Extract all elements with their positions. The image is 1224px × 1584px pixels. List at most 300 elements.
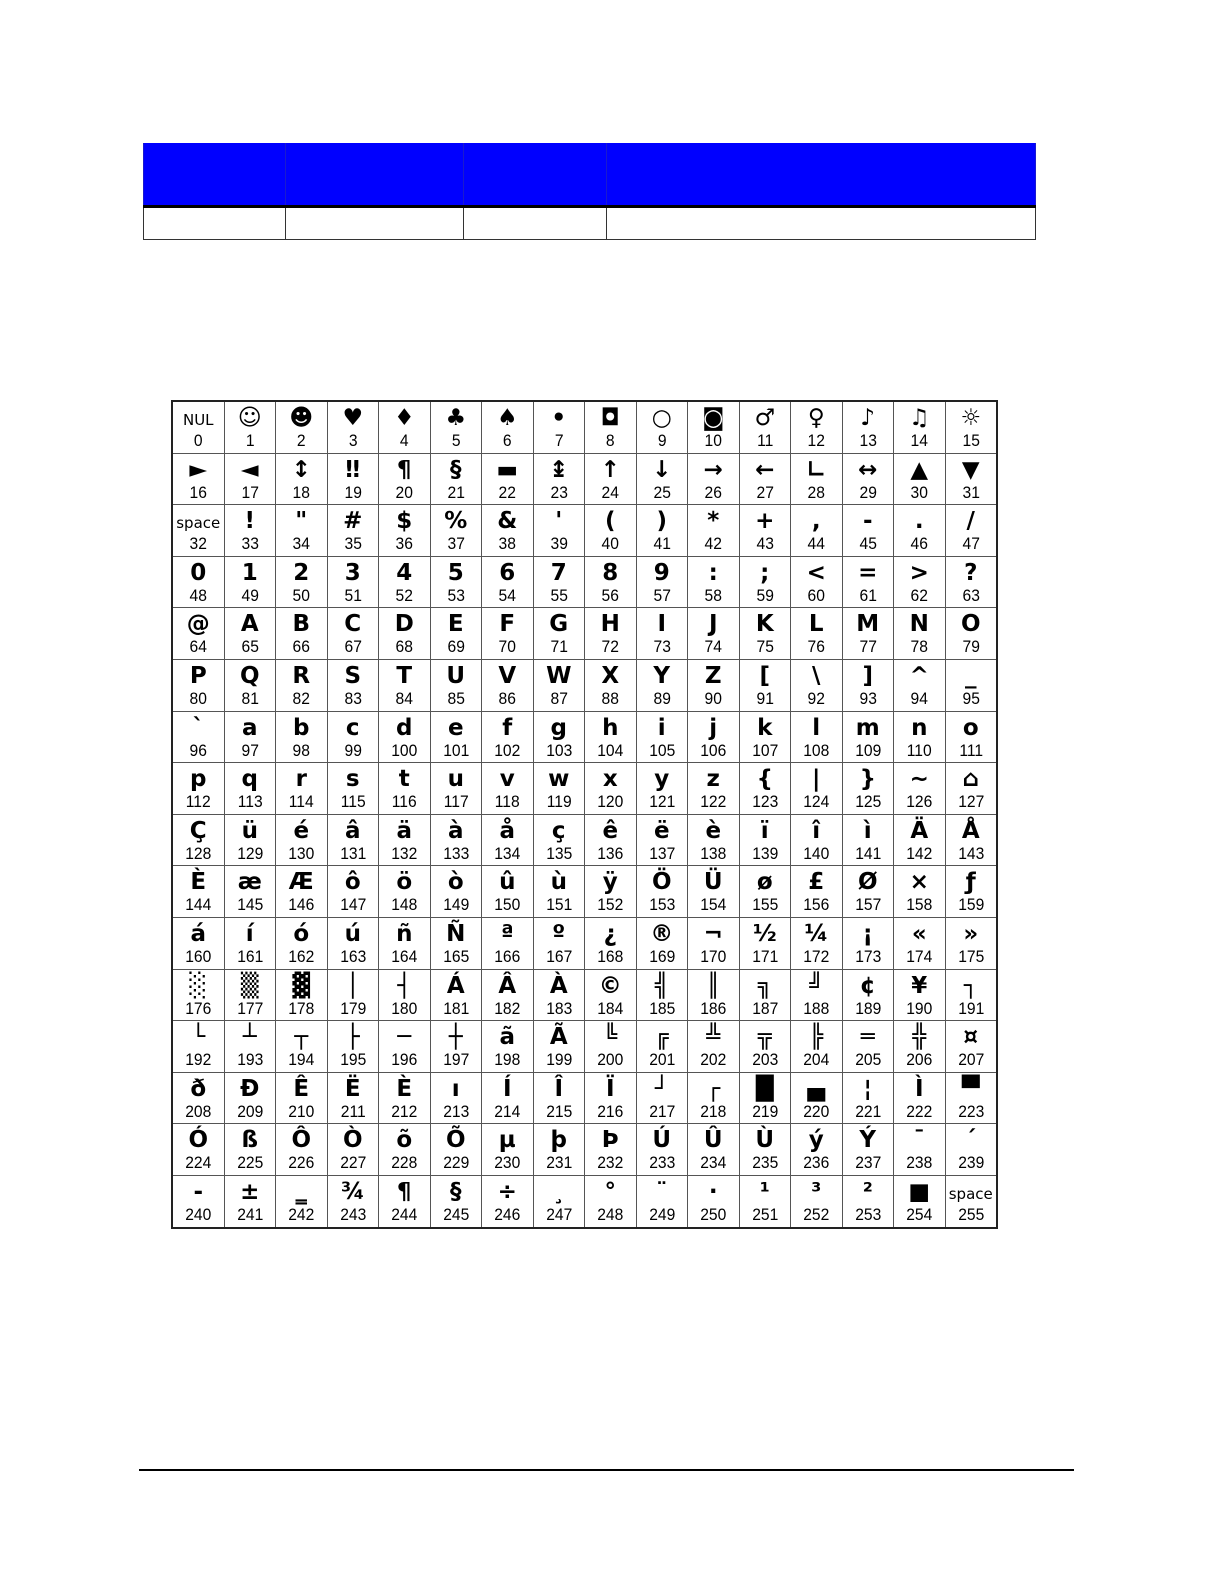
char-glyph: @: [186, 611, 210, 638]
char-code: 21: [447, 482, 465, 502]
char-glyph: I: [657, 611, 667, 638]
char-glyph: ┴: [242, 1024, 257, 1051]
char-cell: [482, 505, 534, 557]
char-code: 60: [807, 585, 825, 605]
char-glyph: y: [654, 766, 670, 793]
char-glyph: í: [245, 920, 254, 947]
char-glyph: ‼: [345, 456, 360, 483]
char-glyph: k: [757, 714, 773, 741]
char-cell: [894, 711, 946, 763]
char-glyph: s: [345, 766, 360, 793]
char-code: 178: [288, 998, 315, 1018]
table-cell: [286, 207, 464, 240]
char-code: 68: [395, 637, 413, 657]
char-glyph: F: [499, 611, 516, 638]
char-code: 16: [189, 482, 207, 502]
header-cell: [144, 143, 286, 207]
char-glyph: µ: [498, 1127, 516, 1154]
char-code: 24: [601, 482, 619, 502]
char-cell: [688, 711, 740, 763]
character-set-grid: [171, 400, 998, 1229]
char-code: 123: [751, 792, 778, 812]
char-cell: [379, 1021, 431, 1073]
char-cell: [791, 659, 843, 711]
char-code: 67: [344, 637, 362, 657]
char-glyph: M: [856, 611, 880, 638]
char-code: 118: [494, 792, 520, 812]
char-glyph: ↓: [652, 456, 672, 483]
char-cell: [945, 1175, 997, 1227]
char-code: 61: [859, 585, 877, 605]
char-cell: [276, 1072, 328, 1124]
char-code: 200: [597, 1050, 624, 1070]
char-code: 5: [451, 431, 461, 450]
char-code: 165: [442, 946, 469, 966]
char-code: 248: [597, 1204, 624, 1224]
char-glyph: °: [604, 1178, 616, 1205]
char-cell: [327, 453, 379, 505]
char-glyph: ♫: [908, 405, 930, 431]
char-code: 119: [546, 792, 572, 812]
char-cell: [894, 917, 946, 969]
char-code: 137: [648, 843, 675, 863]
char-code: 237: [854, 1153, 881, 1173]
char-code: 159: [957, 895, 984, 915]
char-code: 198: [494, 1050, 521, 1070]
char-glyph: ▓: [292, 972, 311, 999]
char-code: 29: [859, 482, 877, 502]
char-code: 134: [494, 843, 521, 863]
char-glyph: ù: [550, 869, 567, 896]
char-cell: [224, 1072, 276, 1124]
char-cell: [276, 866, 328, 918]
char-glyph: Ø: [857, 869, 878, 896]
char-glyph: ¾: [340, 1178, 365, 1205]
char-code: 30: [910, 482, 928, 502]
char-cell: [379, 401, 431, 453]
char-glyph: ♪: [860, 405, 876, 431]
char-code: 44: [807, 534, 825, 554]
char-code: 251: [751, 1204, 778, 1224]
char-cell: [327, 1124, 379, 1176]
header-row: [144, 143, 1036, 207]
char-code: 214: [494, 1101, 521, 1121]
char-glyph: ·: [708, 1178, 718, 1205]
char-code: 222: [906, 1101, 933, 1121]
char-cell: [172, 814, 224, 866]
char-code: 78: [910, 637, 928, 657]
char-code: 33: [241, 534, 259, 554]
char-cell: [945, 1124, 997, 1176]
char-glyph: P: [189, 662, 207, 689]
char-code: 168: [597, 946, 624, 966]
char-glyph: ╠: [809, 1024, 824, 1051]
char-glyph: ╔: [654, 1024, 669, 1051]
char-code: 112: [185, 792, 211, 812]
char-code: 90: [704, 688, 722, 708]
char-cell: [482, 814, 534, 866]
grid-row: [172, 1072, 997, 1124]
char-glyph: └: [191, 1024, 206, 1051]
header-cell: [464, 143, 607, 207]
char-code: 175: [957, 946, 984, 966]
char-code: 209: [236, 1101, 263, 1121]
char-cell: [688, 763, 740, 815]
char-code: 57: [653, 585, 671, 605]
char-glyph: ♦: [393, 405, 415, 431]
char-glyph: ▄: [807, 1075, 826, 1102]
char-code: 105: [648, 740, 675, 760]
char-glyph: .: [914, 508, 924, 535]
char-glyph: º: [552, 920, 566, 947]
char-cell: [842, 1124, 894, 1176]
char-code: 8: [605, 431, 615, 450]
char-glyph: O: [960, 611, 981, 638]
char-cell: [430, 659, 482, 711]
char-code: 97: [241, 740, 259, 760]
char-glyph: Ã: [549, 1024, 568, 1051]
char-cell: [172, 1021, 224, 1073]
char-code: 189: [854, 998, 881, 1018]
char-code: 41: [653, 534, 671, 554]
char-code: 87: [550, 688, 568, 708]
char-glyph: G: [549, 611, 569, 638]
char-glyph: û: [499, 869, 516, 896]
char-code: 23: [550, 482, 568, 502]
char-code: 147: [339, 895, 366, 915]
char-cell: [533, 814, 585, 866]
char-glyph: \: [812, 662, 821, 689]
char-cell: [791, 1124, 843, 1176]
char-code: 69: [447, 637, 465, 657]
char-code: 246: [494, 1204, 521, 1224]
char-glyph: >: [909, 559, 929, 586]
char-cell: [533, 401, 585, 453]
char-cell: [533, 1124, 585, 1176]
char-code: 96: [189, 740, 207, 760]
char-cell: [430, 866, 482, 918]
char-cell: [482, 866, 534, 918]
char-code: 91: [756, 688, 774, 708]
char-code: 40: [601, 534, 619, 554]
char-code: 146: [288, 895, 315, 915]
char-glyph: 4: [396, 559, 413, 586]
char-cell: [533, 659, 585, 711]
char-cell: [585, 763, 637, 815]
char-code: 4: [399, 431, 409, 450]
char-glyph: S: [344, 662, 362, 689]
char-cell: [224, 659, 276, 711]
char-code: 1: [245, 431, 255, 450]
char-code: 86: [498, 688, 516, 708]
char-cell: [172, 763, 224, 815]
char-glyph: Ò: [342, 1127, 363, 1154]
char-code: 205: [854, 1050, 881, 1070]
grid-row: [172, 969, 997, 1021]
char-code: 125: [854, 792, 881, 812]
char-glyph: +: [755, 508, 775, 535]
char-code: 38: [498, 534, 516, 554]
char-code: 62: [910, 585, 928, 605]
char-glyph: Í: [502, 1075, 512, 1102]
char-glyph: 9: [653, 559, 670, 586]
char-code: 191: [957, 998, 984, 1018]
char-cell: [430, 1124, 482, 1176]
char-code: 157: [854, 895, 881, 915]
char-code: 152: [597, 895, 624, 915]
char-code: 81: [241, 688, 259, 708]
char-code: 32: [189, 534, 207, 554]
char-cell: [482, 763, 534, 815]
char-glyph: ╣: [654, 972, 669, 999]
char-glyph: ø: [756, 869, 773, 896]
char-code: 164: [391, 946, 418, 966]
char-code: 103: [545, 740, 572, 760]
char-glyph: !: [244, 508, 255, 535]
char-cell: [791, 763, 843, 815]
char-glyph: Ö: [651, 869, 672, 896]
char-cell: [276, 1175, 328, 1227]
grid-row: [172, 401, 997, 453]
char-code: 79: [962, 637, 980, 657]
char-glyph: ý: [808, 1127, 824, 1154]
char-cell: [585, 917, 637, 969]
char-cell: [894, 556, 946, 608]
char-glyph: ¸: [553, 1178, 565, 1205]
char-cell: [379, 505, 431, 557]
char-code: 46: [910, 534, 928, 554]
char-cell: [172, 608, 224, 660]
char-cell: [276, 917, 328, 969]
char-cell: [533, 1175, 585, 1227]
char-cell: [894, 969, 946, 1021]
char-code: 42: [704, 534, 722, 554]
char-glyph: ;: [760, 559, 770, 586]
char-glyph: Ä: [910, 817, 929, 844]
char-cell: [276, 505, 328, 557]
char-cell: [430, 1021, 482, 1073]
char-code: 120: [597, 792, 624, 812]
char-cell: [842, 505, 894, 557]
char-glyph: 6: [499, 559, 516, 586]
char-glyph: ¨: [656, 1178, 668, 1205]
char-glyph: Î: [554, 1075, 564, 1102]
char-glyph: ¼: [804, 920, 829, 947]
char-code: 213: [442, 1101, 469, 1121]
char-code: 56: [601, 585, 619, 605]
char-code: 185: [648, 998, 675, 1018]
char-cell: [224, 711, 276, 763]
char-code: 188: [803, 998, 830, 1018]
char-code: 121: [648, 792, 675, 812]
char-cell: [688, 608, 740, 660]
char-cell: [276, 711, 328, 763]
char-cell: [739, 401, 791, 453]
char-glyph: ò: [447, 869, 464, 896]
char-cell: [894, 1021, 946, 1073]
char-glyph: ÷: [497, 1178, 517, 1205]
char-cell: [688, 1021, 740, 1073]
char-cell: [894, 608, 946, 660]
char-cell: [533, 556, 585, 608]
char-glyph: à: [447, 817, 464, 844]
char-code: 173: [854, 946, 881, 966]
char-glyph: 8: [602, 559, 619, 586]
char-code: 74: [704, 637, 722, 657]
char-code: 196: [391, 1050, 418, 1070]
char-cell: [739, 556, 791, 608]
char-cell: [482, 1175, 534, 1227]
char-code: 238: [906, 1153, 933, 1173]
grid-row: [172, 763, 997, 815]
char-glyph: 5: [447, 559, 464, 586]
char-glyph: l: [812, 714, 821, 741]
char-cell: [585, 866, 637, 918]
char-cell: [327, 608, 379, 660]
char-cell: [224, 556, 276, 608]
char-code: 107: [751, 740, 778, 760]
char-code: 26: [704, 482, 722, 502]
char-cell: [585, 608, 637, 660]
char-glyph: §: [450, 1178, 462, 1205]
char-glyph: ê: [602, 817, 619, 844]
char-cell: [430, 401, 482, 453]
char-code: 253: [854, 1204, 881, 1224]
char-glyph: B: [292, 611, 311, 638]
char-glyph: ○: [651, 405, 672, 431]
char-cell: [172, 401, 224, 453]
char-code: 239: [957, 1153, 984, 1173]
char-glyph: Ê: [293, 1075, 310, 1102]
char-code: 142: [906, 843, 933, 863]
char-cell: [430, 556, 482, 608]
char-cell: [224, 814, 276, 866]
char-code: 181: [442, 998, 469, 1018]
table-row: [144, 207, 1036, 240]
char-glyph: ╬: [912, 1024, 927, 1051]
char-glyph: ¢: [859, 972, 876, 999]
char-glyph: •: [551, 405, 567, 431]
grid-row: [172, 659, 997, 711]
char-code: 115: [340, 792, 366, 812]
table-cell: [144, 207, 286, 240]
char-code: 195: [339, 1050, 366, 1070]
char-code: 186: [700, 998, 727, 1018]
char-glyph: Ó: [188, 1127, 209, 1154]
char-glyph: ö: [396, 869, 413, 896]
char-cell: [482, 1072, 534, 1124]
char-code: 92: [807, 688, 825, 708]
char-code: 106: [700, 740, 727, 760]
char-cell: [585, 1124, 637, 1176]
char-code: 110: [906, 740, 932, 760]
table-cell: [464, 207, 607, 240]
char-code: 54: [498, 585, 516, 605]
char-code: 63: [962, 585, 980, 605]
char-cell: [945, 866, 997, 918]
char-code: 3: [348, 431, 358, 450]
char-glyph: <: [806, 559, 826, 586]
char-code: 18: [292, 482, 310, 502]
char-glyph: ♂: [754, 405, 776, 431]
char-cell: [327, 505, 379, 557]
char-cell: [379, 453, 431, 505]
char-cell: [327, 659, 379, 711]
char-code: 241: [236, 1204, 263, 1224]
char-glyph: ♥: [342, 405, 364, 431]
char-code: 72: [601, 637, 619, 657]
grid-row: [172, 453, 997, 505]
char-code: 220: [803, 1101, 830, 1121]
char-code: 111: [958, 740, 983, 760]
char-code: 104: [597, 740, 624, 760]
char-glyph: ░: [189, 972, 208, 999]
char-cell: [327, 556, 379, 608]
char-code: 11: [756, 431, 773, 450]
char-cell: [894, 453, 946, 505]
char-glyph: #: [343, 508, 363, 535]
char-code: 201: [648, 1050, 675, 1070]
char-cell: [636, 866, 688, 918]
char-glyph: ∟: [806, 456, 826, 483]
char-cell: [739, 969, 791, 1021]
char-glyph: ▼: [961, 456, 980, 483]
char-cell: [172, 659, 224, 711]
char-glyph: ►: [189, 456, 208, 483]
char-glyph: Â: [498, 972, 517, 999]
char-cell: [585, 1175, 637, 1227]
char-glyph: ┐: [963, 972, 978, 999]
char-code: 172: [803, 946, 830, 966]
char-code: 199: [545, 1050, 572, 1070]
char-glyph: È: [190, 869, 207, 896]
char-code: 136: [597, 843, 624, 863]
char-cell: [585, 1072, 637, 1124]
char-cell: [172, 1124, 224, 1176]
char-glyph: space: [176, 514, 221, 533]
char-glyph: ÿ: [602, 869, 618, 896]
char-code: 154: [700, 895, 727, 915]
char-code: 114: [288, 792, 314, 812]
char-code: 82: [292, 688, 310, 708]
char-code: 187: [751, 998, 778, 1018]
char-code: 242: [288, 1204, 315, 1224]
char-glyph: u: [447, 766, 464, 793]
char-cell: [224, 453, 276, 505]
char-code: 145: [236, 895, 263, 915]
char-glyph: L: [808, 611, 824, 638]
char-cell: [636, 814, 688, 866]
char-cell: [172, 556, 224, 608]
char-glyph: ┘: [654, 1075, 669, 1102]
char-code: 132: [391, 843, 418, 863]
char-glyph: ,: [811, 508, 821, 535]
char-code: 235: [751, 1153, 778, 1173]
char-code: 221: [854, 1101, 881, 1121]
char-code: 13: [859, 431, 877, 450]
char-glyph: ┼: [448, 1024, 463, 1051]
char-glyph: Õ: [445, 1127, 466, 1154]
char-cell: [430, 505, 482, 557]
char-code: 52: [395, 585, 413, 605]
char-cell: [791, 505, 843, 557]
char-glyph: -: [862, 508, 873, 535]
char-glyph: ³: [811, 1178, 822, 1205]
char-glyph: ¹: [759, 1178, 770, 1205]
char-code: 36: [395, 534, 413, 554]
char-code: 174: [906, 946, 933, 966]
char-cell: [945, 556, 997, 608]
